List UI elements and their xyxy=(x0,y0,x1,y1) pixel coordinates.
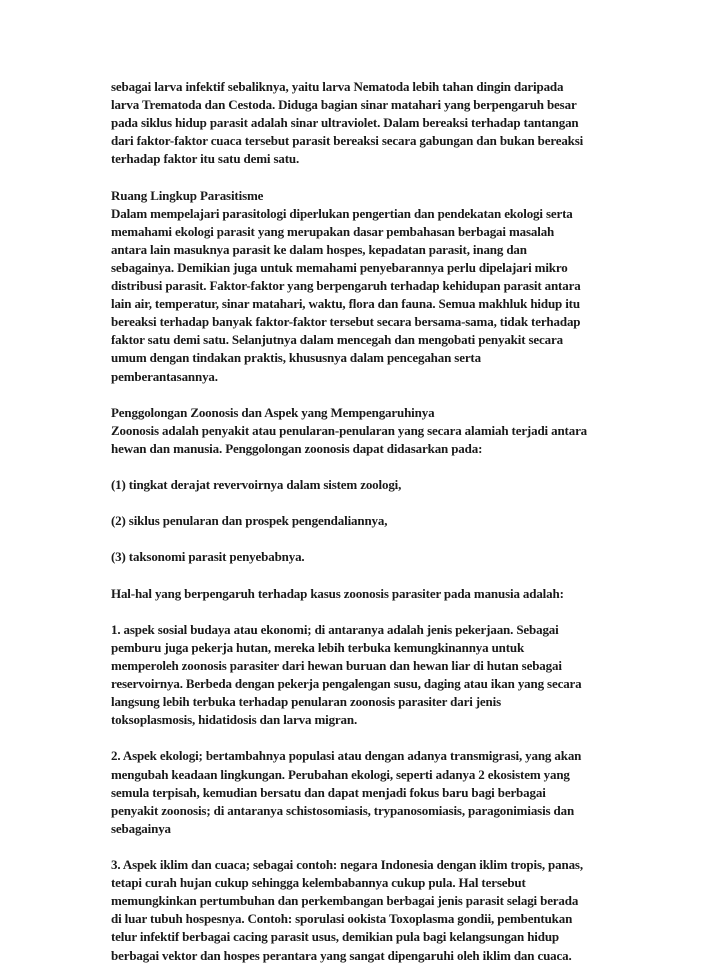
text-line: umum dengan tindakan praktis, khususnya dalam pencegahan serta xyxy=(111,350,481,366)
text-line: pada siklus hidup parasit adalah sinar ultraviolet. Dalam bereaksi terhadap tantangan xyxy=(111,115,579,131)
text-line: memungkinkan pertumbuhan dan perkembangan berbagai jenis parasit selagi berada xyxy=(111,893,579,909)
text-line: sebagai larva infektif sebaliknya, yaitu larva Nematoda lebih tahan dingin daripada xyxy=(111,79,564,94)
text-line: faktor satu demi satu. Selanjutnya dalam mencegah dan mengobati penyakit secara xyxy=(111,332,563,348)
text-line: langsung lebih terbuka terhadap penularan zoonosis parasiter dari jenis xyxy=(111,694,502,710)
text-line: larva Trematoda dan Cestoda. Diduga bagian sinar matahari yang berpengaruh besar xyxy=(111,97,577,113)
text-line: lain air, temperatur, sinar matahari, waktu, flora dan fauna. Semua makhluk hidup itu xyxy=(111,296,580,312)
text-line: tetapi curah hujan cukup sehingga kelembabannya cukup pula. Hal tersebut xyxy=(111,875,526,891)
text-line: semula terpisah, kemudian bersatu dan dapat menjadi fokus baru bagi berbagai xyxy=(111,784,546,800)
paragraph-ruang-lingkup xyxy=(111,187,631,386)
paragraph-aspek-3 xyxy=(111,856,631,965)
text-line: terhadap faktor itu satu demi satu. xyxy=(111,151,300,167)
paragraph-item-1 xyxy=(111,476,631,494)
text-line: telur infektif berbagai cacing parasit usus, demikian pula bagi kelangsungan hidup xyxy=(111,929,559,945)
paragraph-item-2 xyxy=(111,512,631,530)
paragraph-intro xyxy=(111,78,631,168)
paragraph-aspek-1 xyxy=(111,621,631,730)
text-line: Hal-hal yang berpengaruh terhadap kasus zoonosis parasiter pada manusia adalah: xyxy=(111,585,564,601)
text-line: (1) tingkat derajat revervoirnya dalam sistem zoologi, xyxy=(111,477,402,493)
text-line: hewan dan manusia. Penggolongan zoonosis dapat didasarkan pada: xyxy=(111,440,483,456)
text-line: sebagainya. Demikian juga untuk memahami penyebarannya perlu dipelajari mikro xyxy=(111,259,568,275)
text-line: berbagai vektor dan hospes perantara yang sangat dipengaruhi oleh iklim dan cuaca. xyxy=(111,947,572,963)
text-line: pemberantasannya. xyxy=(111,368,218,384)
text-line: memperoleh zoonosis parasiter dari hewan buruan dan hewan liar di hutan sebagai xyxy=(111,658,562,673)
text-line: 3. Aspek iklim dan cuaca; sebagai contoh: negara Indonesia dengan iklim tropis, panas, xyxy=(111,857,583,873)
text-line: dari faktor-faktor cuaca tersebut parasit bereaksi secara gabungan dan bukan bereaksi xyxy=(111,133,584,149)
paragraph-hal-hal xyxy=(111,585,631,603)
text-line: di luar tubuh hospesnya. Contoh: sporulasi ookista Toxoplasma gondii, pembentukan xyxy=(111,911,573,927)
text-line: (3) taksonomi parasit penyebabnya. xyxy=(111,549,305,565)
text-line: Dalam mempelajari parasitologi diperlukan pengertian dan pendekatan ekologi serta xyxy=(111,205,573,221)
text-line: 1. aspek sosial budaya atau ekonomi; di antaranya adalah jenis pekerjaan. Sebagai xyxy=(111,621,559,637)
text-line: bereaksi terhadap banyak faktor-faktor tersebut secara bersama-sama, tidak terhadap xyxy=(111,314,581,330)
text-line: distribusi parasit. Faktor-faktor yang berpengaruh terhadap kehidupan parasit antara xyxy=(111,278,581,294)
text-line: memahami ekologi parasit yang merupakan dasar pembahasan berbagai masalah xyxy=(111,223,555,239)
text-line: Penggolongan Zoonosis dan Aspek yang Mempengaruhinya xyxy=(111,404,435,420)
text-line: pemburu juga pekerja hutan, mereka lebih terbuka kemungkinannya untuk xyxy=(111,639,525,655)
text-line: toksoplasmosis, hidatidosis dan larva migran. xyxy=(111,712,358,728)
paragraph-aspek-2 xyxy=(111,747,631,837)
paragraph-item-3 xyxy=(111,548,631,566)
text-line: Ruang Lingkup Parasitisme xyxy=(111,187,264,203)
text-line: (2) siklus penularan dan prospek pengendaliannya, xyxy=(111,513,388,529)
text-line: 2. Aspek ekologi; bertambahnya populasi atau dengan adanya transmigrasi, yang akan xyxy=(111,748,582,764)
text-line: sebagainya xyxy=(111,820,171,836)
text-line: mengubah keadaan lingkungan. Perubahan ekologi, seperti adanya 2 ekosistem yang xyxy=(111,766,570,782)
text-line: Zoonosis adalah penyakit atau penularan-penularan yang secara alamiah terjadi antara xyxy=(111,422,588,438)
paragraph-penggolongan xyxy=(111,404,631,458)
document-body xyxy=(111,78,631,965)
text-line: reservoirnya. Berbeda dengan pekerja pengalengan susu, daging atau ikan yang secara xyxy=(111,676,582,692)
text-line: penyakit zoonosis; di antaranya schistosomiasis, trypanosomiasis, paragonimiasis dan xyxy=(111,802,575,818)
text-line: antara lain masuknya parasit ke dalam hospes, kepadatan parasit, inang dan xyxy=(111,241,527,257)
